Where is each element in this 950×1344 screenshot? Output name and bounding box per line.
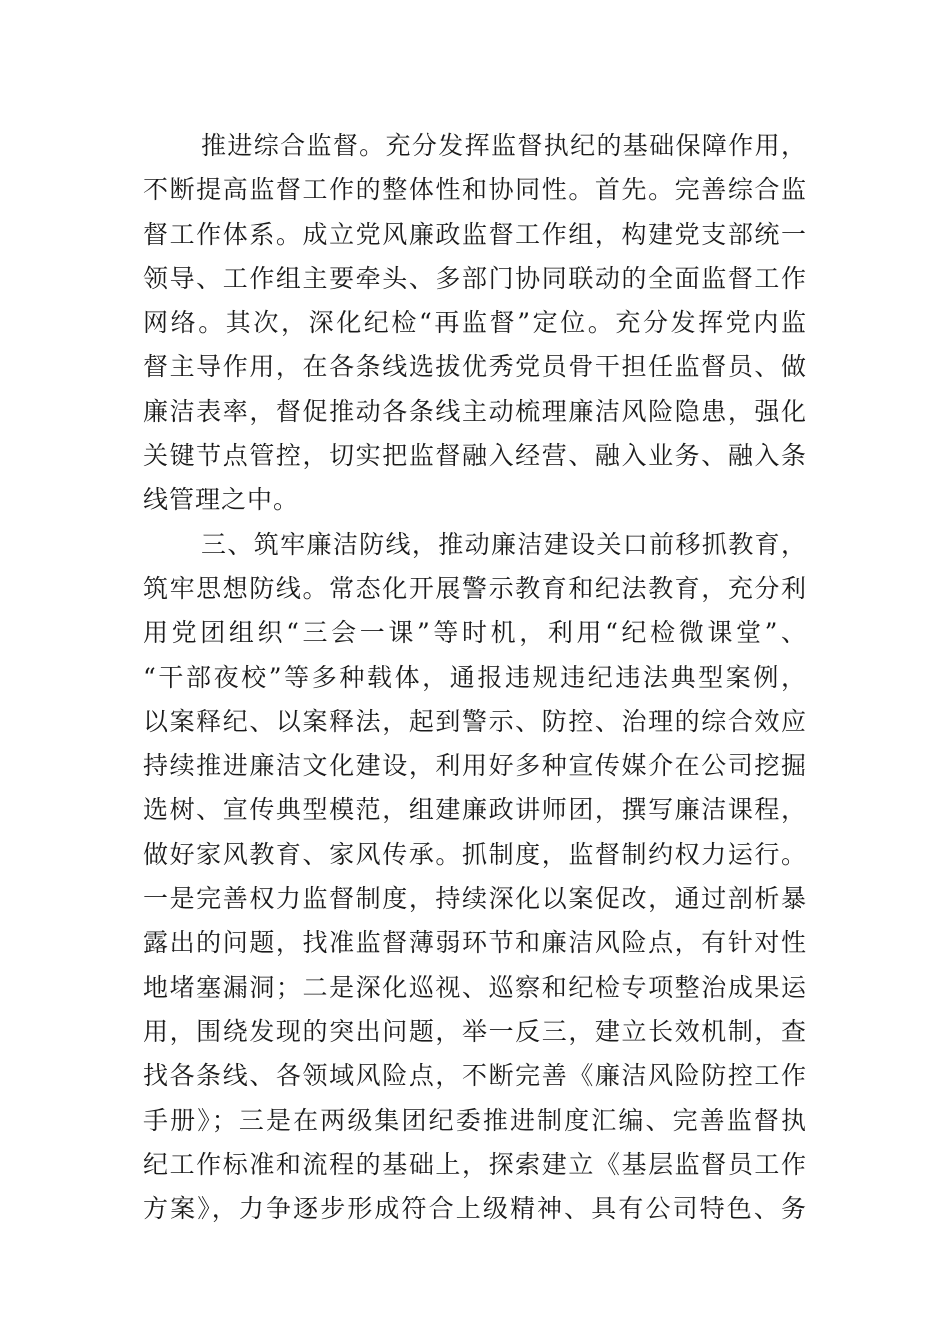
text-line: 督主导作用，在各条线选拔优秀党员骨干担任监督员、做 xyxy=(143,352,807,382)
text-line: 线管理之中。 xyxy=(143,485,300,515)
text-line: 露出的问题，找准监督薄弱环节和廉洁风险点，有针对性 xyxy=(143,928,807,958)
text-line: 关键节点管控，切实把监督融入经营、融入业务、融入条 xyxy=(143,441,807,471)
text-line: 用，围绕发现的突出问题，举一反三，建立长效机制，查 xyxy=(143,1016,807,1046)
text-line: 督工作体系。成立党风廉政监督工作组，构建党支部统一 xyxy=(143,219,807,249)
text-line: 网络。其次，深化纪检“再监督”定位。充分发挥党内监 xyxy=(143,308,807,338)
text-line: 做好家风教育、家风传承。抓制度，监督制约权力运行。 xyxy=(143,839,807,869)
text-line: 方案》，力争逐步形成符合上级精神、具有公司特色、务 xyxy=(143,1194,807,1224)
text-line: 地堵塞漏洞；二是深化巡视、巡察和纪检专项整治成果运 xyxy=(143,972,807,1002)
text-line: 三、筑牢廉洁防线，推动廉洁建设关口前移抓教育， xyxy=(201,529,807,559)
text-line: 领导、工作组主要牵头、多部门协同联动的全面监督工作 xyxy=(143,263,807,293)
text-line: 推进综合监督。充分发挥监督执纪的基础保障作用， xyxy=(201,131,807,160)
document-body xyxy=(143,124,807,1231)
text-line: 选树、宣传典型模范，组建廉政讲师团，撰写廉洁课程， xyxy=(143,795,807,825)
text-line: 找各条线、各领域风险点，不断完善《廉洁风险防控工作 xyxy=(143,1061,807,1091)
text-line: 持续推进廉洁文化建设，利用好多种宣传媒介在公司挖掘 xyxy=(143,751,807,781)
text-line: 筑牢思想防线。常态化开展警示教育和纪法教育，充分利 xyxy=(143,573,807,603)
paragraph-integrity-defense xyxy=(143,523,807,1232)
text-line: 纪工作标准和流程的基础上，探索建立《基层监督员工作 xyxy=(143,1149,807,1179)
text-line: 廉洁表率，督促推动各条线主动梳理廉洁风险隐患，强化 xyxy=(143,396,807,426)
text-line: 用党团组织“三会一课”等时机，利用“纪检微课堂”、 xyxy=(143,618,807,648)
paragraph-supervision xyxy=(143,124,807,523)
text-line: 一是完善权力监督制度，持续深化以案促改，通过剖析暴 xyxy=(143,884,807,914)
text-line: 不断提高监督工作的整体性和协同性。首先。完善综合监 xyxy=(143,175,807,205)
text-line: 以案释纪、以案释法，起到警示、防控、治理的综合效应 xyxy=(143,706,807,736)
text-line: 手册》；三是在两级集团纪委推进制度汇编、完善监督执 xyxy=(143,1105,807,1135)
text-line: “干部夜校”等多种载体，通报违规违纪违法典型案例， xyxy=(143,662,807,692)
